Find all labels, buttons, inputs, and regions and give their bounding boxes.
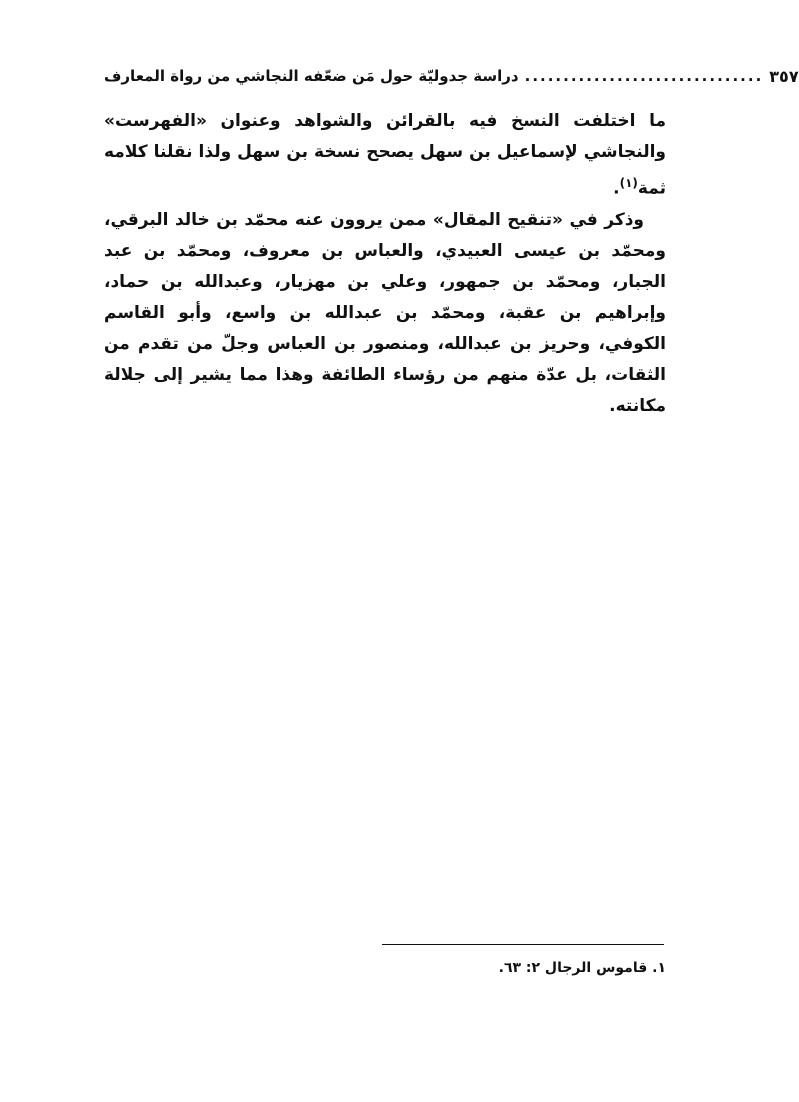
footnote-1: ١. قاموس الرجال ٢: ٦٣. (498, 960, 666, 976)
footnote-reference[interactable]: (١) (619, 176, 638, 190)
main-text (104, 106, 666, 422)
paragraph-1 (104, 106, 666, 205)
paragraph-1-end: . (613, 178, 620, 199)
paragraph-2: وذكر في «تنقيح المقال» ممن يروون عنه محمّد بن خالد البرقي، ومحمّد بن عيسى العبيدي، والعباس بن معروف، ومحمّد بن عبد الجبار، ومحمّد بن جمهور، وعلي بن مهزيار، وعبدالله بن حماد، وإبراهيم بن عقبة، ومحمّد بن عبدالله بن واسع، وأبو القاسم الكوفي، وحريز بن عبدالله، ومنصور بن العباس وجلّ من تقدم من الثقات، بل عدّة منهم من رؤساء الطائفة وهذا مما يشير إلى جلالة مكانته. (104, 209, 666, 416)
leader-dots: ............................... (524, 67, 764, 85)
paragraph-1-text: ما اختلفت النسخ فيه بالقرائن والشواهد وعنوان «الفهرست» والنجاشي لإسماعيل بن سهل يصحح نسخة بن سهل ولذا نقلنا كلامه ثمة (104, 111, 666, 199)
footnote-divider (382, 944, 664, 945)
running-header (104, 62, 799, 90)
page-number: ٣٥٧ (769, 66, 799, 86)
running-title: دراسة جدوليّة حول مَن ضعّفه النجاشي من رواة المعارف (104, 67, 519, 85)
